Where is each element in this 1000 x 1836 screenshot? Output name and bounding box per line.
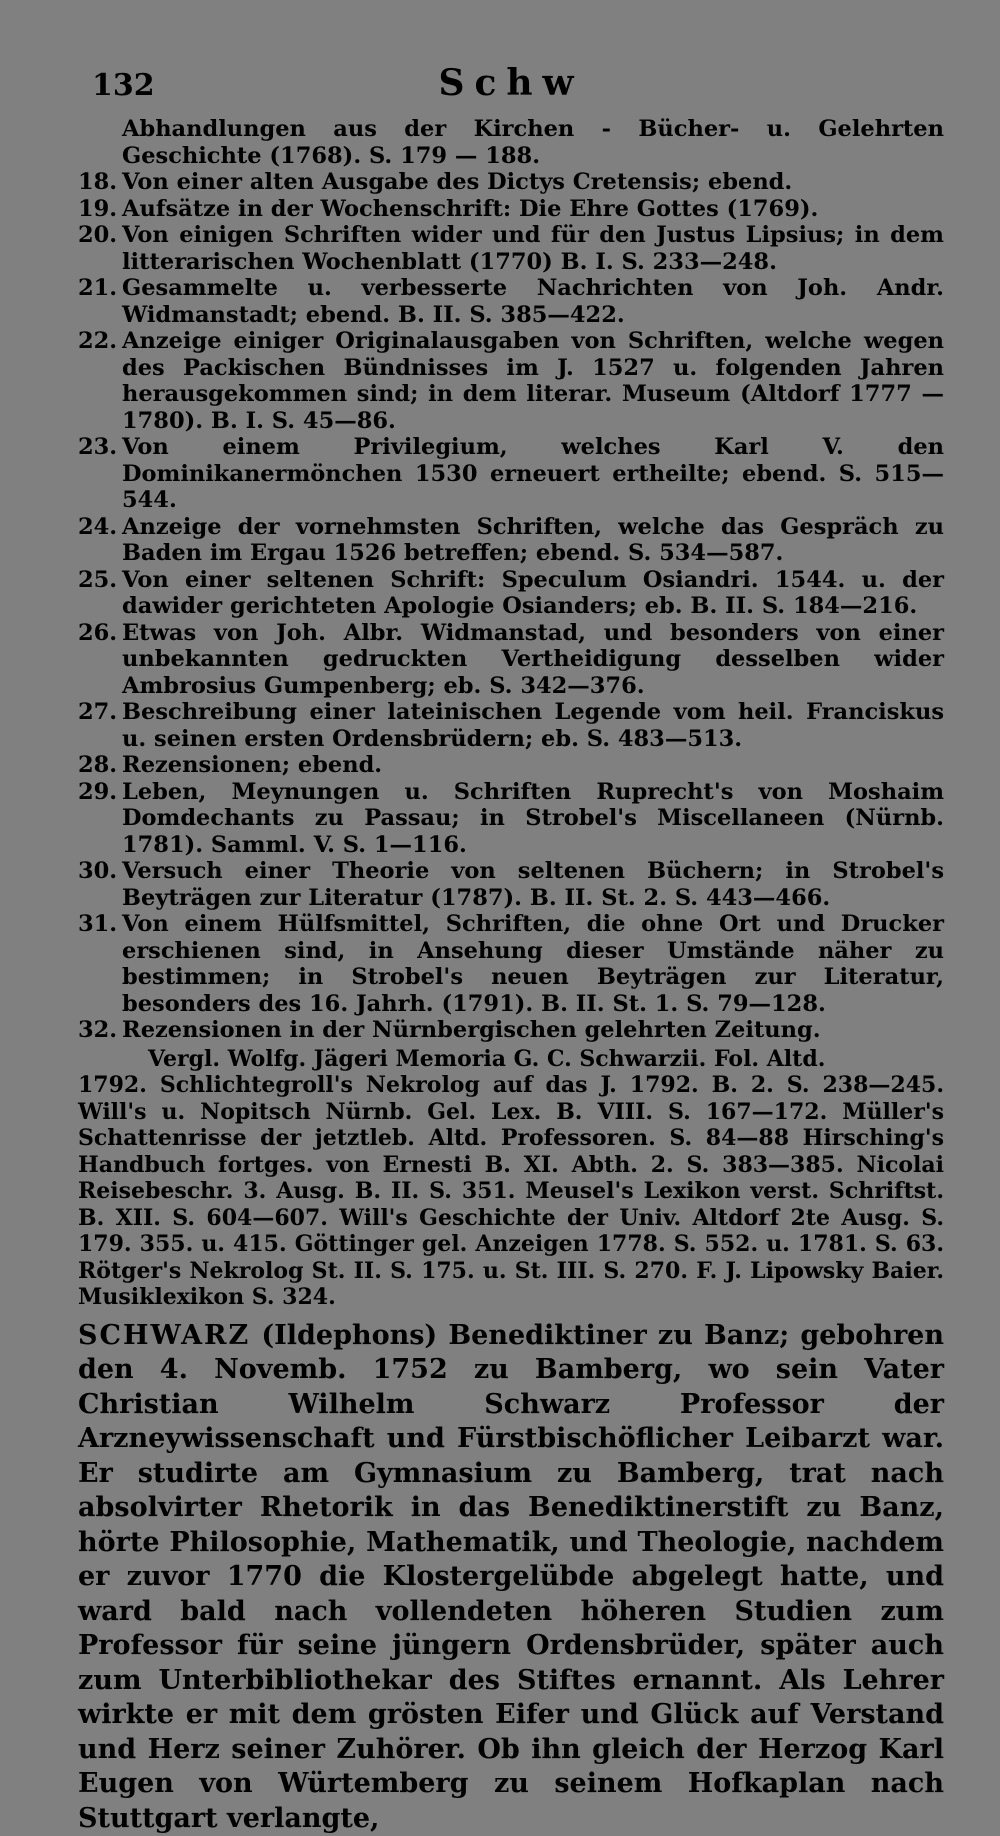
article-headword: SCHWARZ [78,1320,250,1351]
list-item: 25. Von einer seltenen Schrift: Speculum Osiandri. 1544. u. der dawider gerichteten Apologie Osianders; eb. B. II. S. 184—216. [78,567,944,620]
list-item: Abhandlungen aus der Kirchen - Bücher- u. Gelehrten Geschichte (1768). S. 179 — 188. [78,116,944,169]
bibliography-list [78,116,944,1044]
list-item: 31. Von einem Hülfsmittel, Schriften, die ohne Ort und Drucker erschienen sind, in Ansehung dieser Umstände näher zu bestimmen; in Strobel's neuen Beyträgen zur Literatur, besonders des 16. Jahrh. (1791). B. II. St. 1. S. 79—128. [78,911,944,1017]
references-text: 1792. Schlichtegroll's Nekrolog auf das J. 1792. B. 2. S. 238—245. Will's u. Nopitsch Nürnb. Gel. Lex. B. VIII. S. 167—172. Müller's Schattenrisse der jetztleb. Altd. Professoren. S. 84—88 Hirsching's Handbuch fortges. von Ernesti B. XI. Abth. 2. S. 383—385. Nicolai Reisebeschr. 3. Ausg. B. II. S. 351. Meusel's Lexikon verst. Schriftst. B. XII. S. 604—607. Will's Geschichte der Univ. Altdorf 2te Ausg. S. 179. 355. u. 415. Göttinger gel. Anzeigen 1778. S. 552. u. 1781. S. 63. Rötger's Nekrolog St. II. S. 175. u. St. III. S. 270. F. J. Lipowsky Baier. Musiklexikon S. 324. [78,1072,944,1310]
page-number: 132 [92,68,155,103]
list-item: 32. Rezensionen in der Nürnbergischen gelehrten Zeitung. [78,1017,944,1044]
article-text: (Ildephons) Benediktiner zu Banz; gebohren den 4. Novemb. 1752 zu Bamberg, wo sein Vater Christian Wilhelm Schwarz Professor der Arzneywissenschaft und Fürstbischöflicher Leibarzt war. Er studirte am Gymnasium zu Bamberg, trat nach absolvirter Rhetorik in das Benediktinerstift zu Banz, hörte Philosophie, Mathematik, und Theologie, nachdem er zuvor 1770 die Klostergelübde abgelegt hatte, und ward bald nach vollendeten höheren Studien zum Professor für seine jüngern Ordensbrüder, später auch zum Unterbibliothekar des Stiftes ernannt. Als Lehrer wirkte er mit dem grösten Eifer und Glück auf Verstand und Herz seiner Zuhörer. Ob ihn gleich der Herzog Karl Eugen von Würtemberg zu seinem Hofkaplan nach Stuttgart verlangte, [78,1320,944,1834]
biography-article [78,1319,944,1836]
references-first-line: Vergl. Wolfg. Jägeri Memoria G. C. Schwarzii. Fol. Altd. [78,1046,944,1073]
list-item: 29. Leben, Meynungen u. Schriften Ruprecht's von Moshaim Domdechants zu Passau; in Strobel's Miscellaneen (Nürnb. 1781). Samml. V. S. 1—116. [78,779,944,859]
list-item: 21. Gesammelte u. verbesserte Nachrichten von Joh. Andr. Widmanstadt; ebend. B. II. S. 385—422. [78,275,944,328]
running-head: Schw [78,62,944,104]
list-item: 30. Versuch einer Theorie von seltenen Büchern; in Strobel's Beyträgen zur Literatur (1787). B. II. St. 2. S. 443—466. [78,858,944,911]
list-item: 23. Von einem Privilegium, welches Karl V. den Dominikanermönchen 1530 erneuert ertheilte; ebend. S. 515—544. [78,434,944,514]
list-item: 22. Anzeige einiger Originalausgaben von Schriften, welche wegen des Packischen Bündnisses im J. 1527 u. folgenden Jahren herausgekommen sind; in dem literar. Museum (Altdorf 1777 — 1780). B. I. S. 45—86. [78,328,944,434]
list-item: 20. Von einigen Schriften wider und für den Justus Lipsius; in dem litterarischen Wochenblatt (1770) B. I. S. 233—248. [78,222,944,275]
list-item: 24. Anzeige der vornehmsten Schriften, welche das Gespräch zu Baden im Ergau 1526 betreffen; ebend. S. 534—587. [78,514,944,567]
list-item: 28. Rezensionen; ebend. [78,752,944,779]
list-item: 26. Etwas von Joh. Albr. Widmanstad, und besonders von einer unbekannten gedruckten Vertheidigung desselben wider Ambrosius Gumpenberg; eb. S. 342—376. [78,620,944,700]
list-item: 27. Beschreibung einer lateinischen Legende vom heil. Franciskus u. seinen ersten Ordensbrüdern; eb. S. 483—513. [78,699,944,752]
list-item: 19. Aufsätze in der Wochenschrift: Die Ehre Gottes (1769). [78,196,944,223]
references-block [78,1046,944,1311]
list-item: 18. Von einer alten Ausgabe des Dictys Cretensis; ebend. [78,169,944,196]
page-header [78,62,944,114]
